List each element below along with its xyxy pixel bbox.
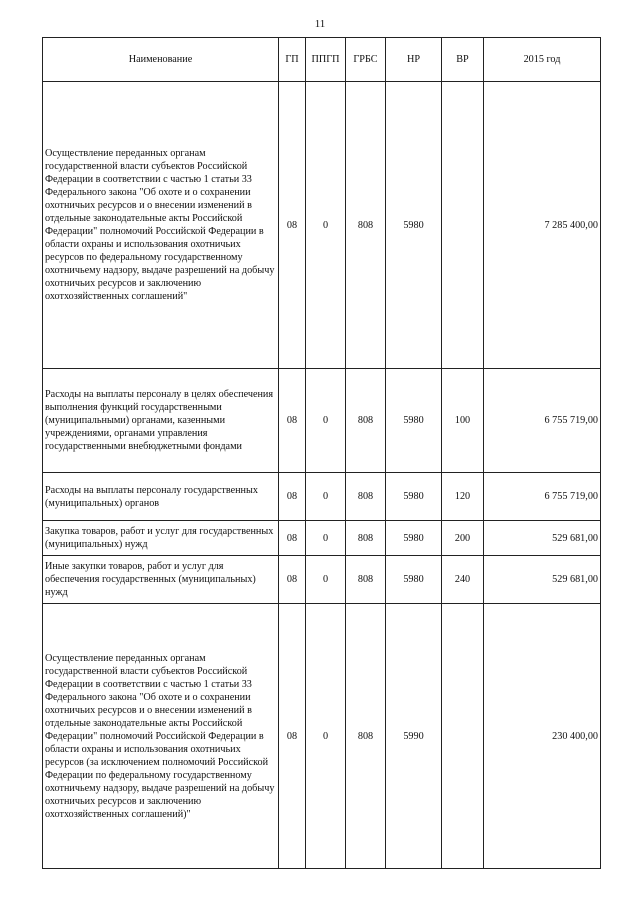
page-number: 11 bbox=[314, 18, 326, 30]
table-row bbox=[43, 604, 601, 869]
cell-amount: 6 755 719,00 bbox=[484, 369, 601, 473]
cell-amount: 230 400,00 bbox=[484, 604, 601, 869]
table-row bbox=[43, 473, 601, 521]
cell-gp: 08 bbox=[279, 473, 306, 521]
cell-name: Расходы на выплаты персоналу в целях обеспечения выполнения функций государственными (муниципальными) органами, казенными учреждениями, органами управления государственными внебюджетными фондами bbox=[43, 369, 279, 473]
table-header-row bbox=[43, 38, 601, 82]
cell-vr: 100 bbox=[442, 369, 484, 473]
table-row bbox=[43, 369, 601, 473]
cell-np: 5980 bbox=[386, 82, 442, 369]
cell-grbs: 808 bbox=[346, 604, 386, 869]
cell-gp: 08 bbox=[279, 369, 306, 473]
cell-name: Закупка товаров, работ и услуг для государственных (муниципальных) нужд bbox=[43, 521, 279, 556]
cell-vr bbox=[442, 604, 484, 869]
cell-grbs: 808 bbox=[346, 556, 386, 604]
header-grbs: ГРБС bbox=[346, 38, 386, 82]
cell-amount: 7 285 400,00 bbox=[484, 82, 601, 369]
cell-gp: 08 bbox=[279, 82, 306, 369]
cell-grbs: 808 bbox=[346, 473, 386, 521]
cell-ppgp: 0 bbox=[306, 369, 346, 473]
cell-grbs: 808 bbox=[346, 521, 386, 556]
cell-vr bbox=[442, 82, 484, 369]
cell-vr: 120 bbox=[442, 473, 484, 521]
header-name: Наименование bbox=[43, 38, 279, 82]
header-np: НР bbox=[386, 38, 442, 82]
header-vr: ВР bbox=[442, 38, 484, 82]
header-gp: ГП bbox=[279, 38, 306, 82]
cell-np: 5990 bbox=[386, 604, 442, 869]
cell-ppgp: 0 bbox=[306, 82, 346, 369]
header-ppgp: ППГП bbox=[306, 38, 346, 82]
cell-grbs: 808 bbox=[346, 82, 386, 369]
cell-name: Расходы на выплаты персоналу государственных (муниципальных) органов bbox=[43, 473, 279, 521]
budget-table bbox=[42, 37, 601, 869]
header-year: 2015 год bbox=[484, 38, 601, 82]
cell-name: Осуществление переданных органам государственной власти субъектов Российской Федерации в соответствии с частью 1 статьи 33 Федерального закона "Об охоте и о сохранении охотничьих ресурсов и о внесении изменений в отдельные законодательные акты Российской Федерации" полномочий Российской Федерации в области охраны и использования охотничьих ресурсов по федеральному государственному охотничьему надзору, выдаче разрешений на добычу охотничьих ресурсов и заключению охотхозяйственных соглашений" bbox=[43, 82, 279, 369]
cell-grbs: 808 bbox=[346, 369, 386, 473]
table-row bbox=[43, 556, 601, 604]
cell-ppgp: 0 bbox=[306, 473, 346, 521]
table-row bbox=[43, 82, 601, 369]
cell-vr: 240 bbox=[442, 556, 484, 604]
cell-gp: 08 bbox=[279, 604, 306, 869]
table-row bbox=[43, 521, 601, 556]
cell-amount: 529 681,00 bbox=[484, 521, 601, 556]
cell-amount: 6 755 719,00 bbox=[484, 473, 601, 521]
cell-ppgp: 0 bbox=[306, 604, 346, 869]
cell-vr: 200 bbox=[442, 521, 484, 556]
cell-np: 5980 bbox=[386, 369, 442, 473]
cell-name: Осуществление переданных органам государственной власти субъектов Российской Федерации в соответствии с частью 1 статьи 33 Федерального закона "Об охоте и о сохранении охотничьих ресурсов и о внесении изменений в отдельные законодательные акты Российской Федерации" полномочий Российской Федерации в области охраны и использования охотничьих ресурсов (за исключением полномочий Российской Федерации по федеральному государственному охотничьему надзору, выдаче разрешений на добычу охотничьих ресурсов и заключению охотхозяйственных соглашений)" bbox=[43, 604, 279, 869]
cell-gp: 08 bbox=[279, 556, 306, 604]
cell-amount: 529 681,00 bbox=[484, 556, 601, 604]
cell-ppgp: 0 bbox=[306, 556, 346, 604]
cell-np: 5980 bbox=[386, 521, 442, 556]
cell-gp: 08 bbox=[279, 521, 306, 556]
cell-name: Иные закупки товаров, работ и услуг для обеспечения государственных (муниципальных) нужд bbox=[43, 556, 279, 604]
cell-np: 5980 bbox=[386, 556, 442, 604]
cell-ppgp: 0 bbox=[306, 521, 346, 556]
cell-np: 5980 bbox=[386, 473, 442, 521]
